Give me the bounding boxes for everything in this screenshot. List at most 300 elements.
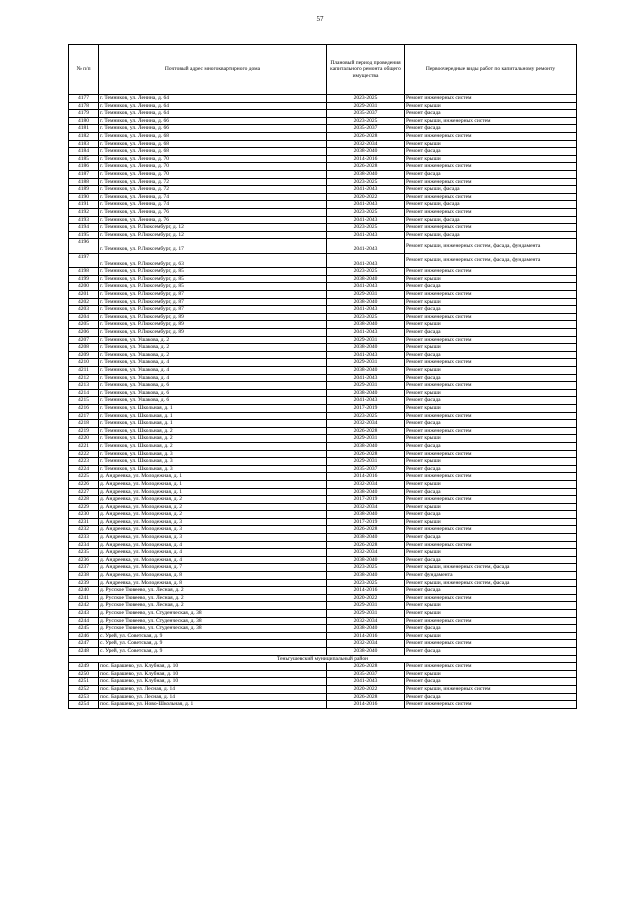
table-row — [69, 239, 577, 254]
row-works: Ремонт фасада — [405, 110, 577, 118]
row-address: г. Темников, ул. Ленина, д. 68 — [99, 132, 327, 140]
row-address: г. Темников, ул. Ленина, д. 68 — [99, 148, 327, 156]
row-number: 4195 — [69, 231, 99, 239]
table-row — [69, 336, 577, 344]
header-works: Первоочередные виды работ по капитальному ремонту — [405, 45, 577, 95]
row-works: Ремонт инженерных систем — [405, 132, 577, 140]
row-number: 4228 — [69, 496, 99, 504]
row-works: Ремонт инженерных систем — [405, 640, 577, 648]
row-number: 4188 — [69, 178, 99, 186]
table-row — [69, 549, 577, 557]
row-number: 4242 — [69, 602, 99, 610]
row-period: 2041-2043 — [327, 329, 405, 337]
row-address: г. Темников, ул. Ушакова, д. 6 — [99, 389, 327, 397]
row-period: 2023-2025 — [327, 178, 405, 186]
row-period: 2026-2028 — [327, 427, 405, 435]
row-works: Ремонт инженерных систем — [405, 663, 577, 671]
row-works: Ремонт крыши — [405, 549, 577, 557]
row-period: 2017-2019 — [327, 404, 405, 412]
row-address: с. Урей, ул. Советская, д. 9 — [99, 647, 327, 655]
row-address: д. Русское Тювеево, ул. Лесная, д. 2 — [99, 594, 327, 602]
row-works: Ремонт инженерных систем — [405, 313, 577, 321]
row-number: 4249 — [69, 663, 99, 671]
row-address: г. Темников, ул. Ленина, д. 66 — [99, 117, 327, 125]
table-row — [69, 534, 577, 542]
row-address: г. Темников, ул. Ленина, д. 68 — [99, 140, 327, 148]
row-address: г. Темников, ул. Ленина, д. 64 — [99, 102, 327, 110]
row-number: 4206 — [69, 329, 99, 337]
row-number: 4200 — [69, 283, 99, 291]
table-row — [69, 321, 577, 329]
row-period: 2041-2043 — [327, 216, 405, 224]
row-address: г. Темников, ул. Школьная, д. 3 — [99, 450, 327, 458]
row-number: 4246 — [69, 632, 99, 640]
table-row — [69, 602, 577, 610]
row-address: г. Темников, ул. Ленина, д. 66 — [99, 125, 327, 133]
row-number: 4227 — [69, 488, 99, 496]
district-name: Теньгушевский муниципальный район — [69, 655, 577, 663]
row-address: д. Андреевка, ул. Молодежная, д. 2 — [99, 496, 327, 504]
row-period: 2026-2028 — [327, 450, 405, 458]
row-works: Ремонт крыши — [405, 140, 577, 148]
table-row — [69, 480, 577, 488]
row-works: Ремонт фундамента — [405, 572, 577, 580]
row-address: г. Темников, ул. Школьная, д. 2 — [99, 442, 327, 450]
row-number: 4180 — [69, 117, 99, 125]
row-period: 2038-2040 — [327, 389, 405, 397]
table-row — [69, 587, 577, 595]
row-period: 2023-2025 — [327, 117, 405, 125]
row-works: Ремонт инженерных систем — [405, 336, 577, 344]
row-number: 4251 — [69, 678, 99, 686]
row-address: д. Русское Тювеево, ул. Студенческая, д. 38 — [99, 617, 327, 625]
row-number: 4199 — [69, 275, 99, 283]
table-row — [69, 367, 577, 375]
row-works: Ремонт крыши — [405, 632, 577, 640]
row-works: Ремонт крыши, фасада — [405, 201, 577, 209]
table-row — [69, 404, 577, 412]
row-number: 4183 — [69, 140, 99, 148]
row-works: Ремонт инженерных систем — [405, 359, 577, 367]
row-number: 4205 — [69, 321, 99, 329]
row-number: 4243 — [69, 610, 99, 618]
row-period: 2041-2043 — [327, 283, 405, 291]
row-number: 4230 — [69, 511, 99, 519]
row-address: г. Темников, ул. Ушакова, д. 6 — [99, 382, 327, 390]
row-works: Ремонт фасада — [405, 125, 577, 133]
page-number: 57 — [316, 15, 324, 23]
table-row — [69, 306, 577, 314]
row-period: 2014-2016 — [327, 632, 405, 640]
row-period: 2038-2040 — [327, 625, 405, 633]
row-period: 2023-2025 — [327, 313, 405, 321]
table-row — [69, 579, 577, 587]
row-address: д. Андреевка, ул. Молодежная, д. 2 — [99, 511, 327, 519]
row-number: 4193 — [69, 216, 99, 224]
row-works: Ремонт фасада — [405, 442, 577, 450]
row-address: г. Темников, ул. Ушакова, д. 2 — [99, 344, 327, 352]
row-number: 4221 — [69, 442, 99, 450]
row-works: Ремонт крыши — [405, 503, 577, 511]
table-row — [69, 359, 577, 367]
row-works: Ремонт крыши — [405, 518, 577, 526]
row-period: 2041-2043 — [327, 678, 405, 686]
table-row — [69, 458, 577, 466]
row-number: 4219 — [69, 427, 99, 435]
row-period: 2032-2034 — [327, 640, 405, 648]
row-number: 4229 — [69, 503, 99, 511]
table-row — [69, 140, 577, 148]
row-period: 2026-2028 — [327, 163, 405, 171]
row-number: 4197 — [69, 253, 99, 268]
row-period: 2026-2028 — [327, 541, 405, 549]
row-address: д. Андреевка, ул. Молодежная, д. 3 — [99, 534, 327, 542]
row-period: 2038-2040 — [327, 298, 405, 306]
table-row — [69, 678, 577, 686]
row-number: 4253 — [69, 693, 99, 701]
row-address: г. Темников, ул. Р.Люксембург, д. 89 — [99, 329, 327, 337]
table-row — [69, 647, 577, 655]
row-works: Ремонт фасада — [405, 374, 577, 382]
row-works: Ремонт фасада — [405, 625, 577, 633]
row-number: 4248 — [69, 647, 99, 655]
row-works: Ремонт фасада — [405, 647, 577, 655]
row-works: Ремонт крыши — [405, 480, 577, 488]
row-number: 4225 — [69, 473, 99, 481]
row-address: д. Русское Тювеево, ул. Лесная, д. 2 — [99, 602, 327, 610]
row-address: г. Темников, ул. Р.Люксембург, д. 85 — [99, 275, 327, 283]
row-number: 4213 — [69, 382, 99, 390]
row-period: 2032-2034 — [327, 140, 405, 148]
table-row — [69, 178, 577, 186]
row-period: 2038-2040 — [327, 511, 405, 519]
row-number: 4234 — [69, 541, 99, 549]
row-number: 4216 — [69, 404, 99, 412]
row-works: Ремонт инженерных систем — [405, 526, 577, 534]
table-row — [69, 663, 577, 671]
repair-program-table — [68, 44, 577, 709]
table-row — [69, 125, 577, 133]
row-works: Ремонт инженерных систем — [405, 412, 577, 420]
header-period: Плановый период проведения капитального ремонта общего имущества — [327, 45, 405, 95]
row-number: 4204 — [69, 313, 99, 321]
row-period: 2017-2019 — [327, 518, 405, 526]
row-works: Ремонт инженерных систем — [405, 291, 577, 299]
row-number: 4212 — [69, 374, 99, 382]
table-row — [69, 594, 577, 602]
row-address: г. Темников, ул. Р.Люксембург, д. 87 — [99, 291, 327, 299]
header-number: № п/п — [69, 45, 99, 95]
row-number: 4211 — [69, 367, 99, 375]
row-address: д. Андреевка, ул. Молодежная, д. 4 — [99, 541, 327, 549]
row-number: 4210 — [69, 359, 99, 367]
row-address: г. Темников, ул. Р.Люксембург, д. 87 — [99, 298, 327, 306]
table-row — [69, 155, 577, 163]
table-row — [69, 427, 577, 435]
row-period: 2041-2043 — [327, 306, 405, 314]
row-address: пос. Барашево, ул. Клубная, д. 10 — [99, 670, 327, 678]
row-number: 4241 — [69, 594, 99, 602]
row-number: 4232 — [69, 526, 99, 534]
row-period: 2017-2019 — [327, 496, 405, 504]
row-address: г. Темников, ул. Р.Люксембург, д. 89 — [99, 321, 327, 329]
table-row — [69, 465, 577, 473]
row-works: Ремонт крыши — [405, 435, 577, 443]
row-period: 2035-2037 — [327, 110, 405, 118]
row-period: 2041-2043 — [327, 374, 405, 382]
row-number: 4192 — [69, 208, 99, 216]
table-row — [69, 556, 577, 564]
row-address: г. Темников, ул. Ленина, д. 76 — [99, 216, 327, 224]
row-period: 2014-2016 — [327, 155, 405, 163]
row-period: 2029-2031 — [327, 610, 405, 618]
row-address: д. Андреевка, ул. Молодежная, д. 4 — [99, 556, 327, 564]
table-row — [69, 685, 577, 693]
row-number: 4245 — [69, 625, 99, 633]
row-address: г. Темников, ул. Р.Люксембург, д. 87 — [99, 306, 327, 314]
row-works: Ремонт инженерных систем — [405, 163, 577, 171]
table-row — [69, 231, 577, 239]
row-period: 2029-2031 — [327, 291, 405, 299]
row-period: 2029-2031 — [327, 602, 405, 610]
row-address: д. Андреевка, ул. Молодежная, д. 8 — [99, 579, 327, 587]
row-address: г. Темников, ул. Ушакова, д. 4 — [99, 367, 327, 375]
row-number: 4208 — [69, 344, 99, 352]
row-period: 2026-2028 — [327, 526, 405, 534]
row-works: Ремонт крыши, инженерных систем — [405, 117, 577, 125]
row-number: 4250 — [69, 670, 99, 678]
table-row — [69, 329, 577, 337]
row-address: г. Темников, ул. Р.Люксембург, д. 85 — [99, 283, 327, 291]
row-works: Ремонт фасада — [405, 587, 577, 595]
row-number: 4215 — [69, 397, 99, 405]
row-period: 2038-2040 — [327, 170, 405, 178]
row-works: Ремонт фасада — [405, 397, 577, 405]
row-number: 4226 — [69, 480, 99, 488]
row-number: 4244 — [69, 617, 99, 625]
row-works: Ремонт инженерных систем — [405, 178, 577, 186]
row-number: 4196 — [69, 239, 99, 254]
row-address: г. Темников, ул. Р.Люксембург, д. 89 — [99, 313, 327, 321]
table-row — [69, 382, 577, 390]
row-period: 2023-2025 — [327, 412, 405, 420]
district-row — [69, 655, 577, 663]
row-period: 2038-2040 — [327, 148, 405, 156]
table-row — [69, 117, 577, 125]
table-row — [69, 291, 577, 299]
row-works: Ремонт крыши, инженерных систем, фасада — [405, 579, 577, 587]
table-row — [69, 208, 577, 216]
row-address: г. Темников, ул. Школьная, д. 1 — [99, 420, 327, 428]
row-number: 4231 — [69, 518, 99, 526]
row-address: г. Темников, ул. Р.Люксембург, д. 85 — [99, 268, 327, 276]
table-row — [69, 640, 577, 648]
row-number: 4182 — [69, 132, 99, 140]
row-address: г. Темников, ул. Ушакова, д. 4 — [99, 359, 327, 367]
row-period: 2035-2037 — [327, 465, 405, 473]
row-works: Ремонт крыши — [405, 389, 577, 397]
row-address: г. Темников, ул. Р.Люксембург, д. 63 — [99, 253, 327, 268]
row-period: 2038-2040 — [327, 275, 405, 283]
row-works: Ремонт крыши — [405, 458, 577, 466]
row-works: Ремонт инженерных систем — [405, 382, 577, 390]
row-period: 2038-2040 — [327, 534, 405, 542]
table-row — [69, 132, 577, 140]
row-period: 2041-2043 — [327, 239, 405, 254]
row-period: 2020-2022 — [327, 193, 405, 201]
row-address: д. Андреевка, ул. Молодежная, д. 3 — [99, 518, 327, 526]
row-period: 2032-2034 — [327, 420, 405, 428]
row-address: с. Урей, ул. Советская, д. 9 — [99, 632, 327, 640]
row-address: г. Темников, ул. Ушакова, д. 6 — [99, 397, 327, 405]
row-works: Ремонт крыши, инженерных систем, фасада, фундамента — [405, 239, 577, 254]
row-period: 2029-2031 — [327, 102, 405, 110]
row-address: г. Темников, ул. Ленина, д. 72 — [99, 178, 327, 186]
row-address: г. Темников, ул. Ленина, д. 70 — [99, 155, 327, 163]
table-row — [69, 488, 577, 496]
table-row — [69, 313, 577, 321]
table-row — [69, 397, 577, 405]
table-row — [69, 610, 577, 618]
row-works: Ремонт инженерных систем — [405, 224, 577, 232]
row-period: 2020-2022 — [327, 594, 405, 602]
row-number: 4237 — [69, 564, 99, 572]
row-address: д. Русское Тювеево, ул. Студенческая, д. 38 — [99, 625, 327, 633]
row-works: Ремонт фасада — [405, 534, 577, 542]
row-period: 2041-2043 — [327, 351, 405, 359]
row-address: г. Темников, ул. Ушакова, д. 2 — [99, 351, 327, 359]
row-works: Ремонт крыши — [405, 275, 577, 283]
table-row — [69, 420, 577, 428]
row-period: 2038-2040 — [327, 344, 405, 352]
row-period: 2023-2025 — [327, 579, 405, 587]
row-number: 4203 — [69, 306, 99, 314]
row-period: 2020-2022 — [327, 685, 405, 693]
row-period: 2026-2028 — [327, 693, 405, 701]
row-period: 2026-2028 — [327, 663, 405, 671]
row-works: Ремонт инженерных систем — [405, 208, 577, 216]
row-works: Ремонт крыши, фасада — [405, 186, 577, 194]
row-works: Ремонт фасада — [405, 170, 577, 178]
row-address: г. Темников, ул. Ушакова, д. 4 — [99, 374, 327, 382]
table-row — [69, 701, 577, 709]
row-period: 2035-2037 — [327, 670, 405, 678]
table-row — [69, 617, 577, 625]
row-address: д. Русское Тювеево, ул. Лесная, д. 2 — [99, 587, 327, 595]
row-period: 2029-2031 — [327, 435, 405, 443]
row-number: 4236 — [69, 556, 99, 564]
row-number: 4222 — [69, 450, 99, 458]
row-address: с. Урей, ул. Советская, д. 9 — [99, 640, 327, 648]
row-address: пос. Барашево, ул. Лесная, д. 14 — [99, 685, 327, 693]
row-address: пос. Барашево, ул. Клубная, д. 10 — [99, 663, 327, 671]
row-works: Ремонт фасада — [405, 420, 577, 428]
row-works: Ремонт инженерных систем — [405, 594, 577, 602]
row-period: 2023-2025 — [327, 564, 405, 572]
row-works: Ремонт крыши — [405, 155, 577, 163]
row-address: д. Андреевка, ул. Молодежная, д. 1 — [99, 473, 327, 481]
row-works: Ремонт крыши, инженерных систем, фасада — [405, 564, 577, 572]
row-address: д. Андреевка, ул. Молодежная, д. 1 — [99, 480, 327, 488]
table-row — [69, 503, 577, 511]
row-period: 2029-2031 — [327, 458, 405, 466]
row-address: г. Темников, ул. Ленина, д. 70 — [99, 170, 327, 178]
row-number: 4252 — [69, 685, 99, 693]
row-address: г. Темников, ул. Школьная, д. 1 — [99, 404, 327, 412]
row-period: 2014-2016 — [327, 701, 405, 709]
row-works: Ремонт фасада — [405, 488, 577, 496]
table-row — [69, 95, 577, 103]
table-row — [69, 389, 577, 397]
row-period: 2038-2040 — [327, 442, 405, 450]
table-row — [69, 186, 577, 194]
row-number: 4184 — [69, 148, 99, 156]
row-period: 2032-2034 — [327, 503, 405, 511]
row-address: г. Темников, ул. Школьная, д. 2 — [99, 435, 327, 443]
row-number: 4181 — [69, 125, 99, 133]
table-row — [69, 473, 577, 481]
table-row — [69, 693, 577, 701]
row-works: Ремонт инженерных систем — [405, 450, 577, 458]
table-row — [69, 216, 577, 224]
table-row — [69, 193, 577, 201]
row-period: 2026-2028 — [327, 132, 405, 140]
table-row — [69, 224, 577, 232]
table-row — [69, 496, 577, 504]
row-works: Ремонт крыши — [405, 610, 577, 618]
row-number: 4187 — [69, 170, 99, 178]
row-works: Ремонт фасада — [405, 306, 577, 314]
row-number: 4220 — [69, 435, 99, 443]
row-address: г. Темников, ул. Ленина, д. 72 — [99, 186, 327, 194]
table-body — [69, 95, 577, 709]
row-number: 4224 — [69, 465, 99, 473]
row-works: Ремонт крыши — [405, 298, 577, 306]
row-period: 2023-2025 — [327, 208, 405, 216]
table-row — [69, 670, 577, 678]
row-number: 4190 — [69, 193, 99, 201]
row-address: г. Темников, ул. Ленина, д. 70 — [99, 163, 327, 171]
row-works: Ремонт фасада — [405, 351, 577, 359]
row-address: г. Темников, ул. Ленина, д. 64 — [99, 110, 327, 118]
row-address: д. Русское Тювеево, ул. Студенческая, д. 38 — [99, 610, 327, 618]
table-row — [69, 170, 577, 178]
row-period: 2035-2037 — [327, 125, 405, 133]
table-row — [69, 632, 577, 640]
row-period: 2032-2034 — [327, 549, 405, 557]
row-works: Ремонт инженерных систем — [405, 193, 577, 201]
row-number: 4218 — [69, 420, 99, 428]
row-works: Ремонт фасада — [405, 556, 577, 564]
row-address: г. Темников, ул. Р.Люксембург, д. 17 — [99, 239, 327, 254]
header-address: Почтовый адрес многоквартирного дома — [99, 45, 327, 95]
row-address: д. Андреевка, ул. Молодежная, д. 2 — [99, 503, 327, 511]
row-works: Ремонт инженерных систем — [405, 701, 577, 709]
row-number: 4217 — [69, 412, 99, 420]
row-period: 2029-2031 — [327, 382, 405, 390]
row-address: д. Андреевка, ул. Молодежная, д. 7 — [99, 564, 327, 572]
row-period: 2038-2040 — [327, 572, 405, 580]
row-works: Ремонт инженерных систем — [405, 427, 577, 435]
row-period: 2038-2040 — [327, 321, 405, 329]
row-period: 2041-2043 — [327, 231, 405, 239]
table-row — [69, 275, 577, 283]
row-period: 2041-2043 — [327, 253, 405, 268]
row-address: пос. Барашево, ул. Ново-Школьная, д. 1 — [99, 701, 327, 709]
row-works: Ремонт инженерных систем — [405, 617, 577, 625]
table-row — [69, 298, 577, 306]
table-row — [69, 163, 577, 171]
